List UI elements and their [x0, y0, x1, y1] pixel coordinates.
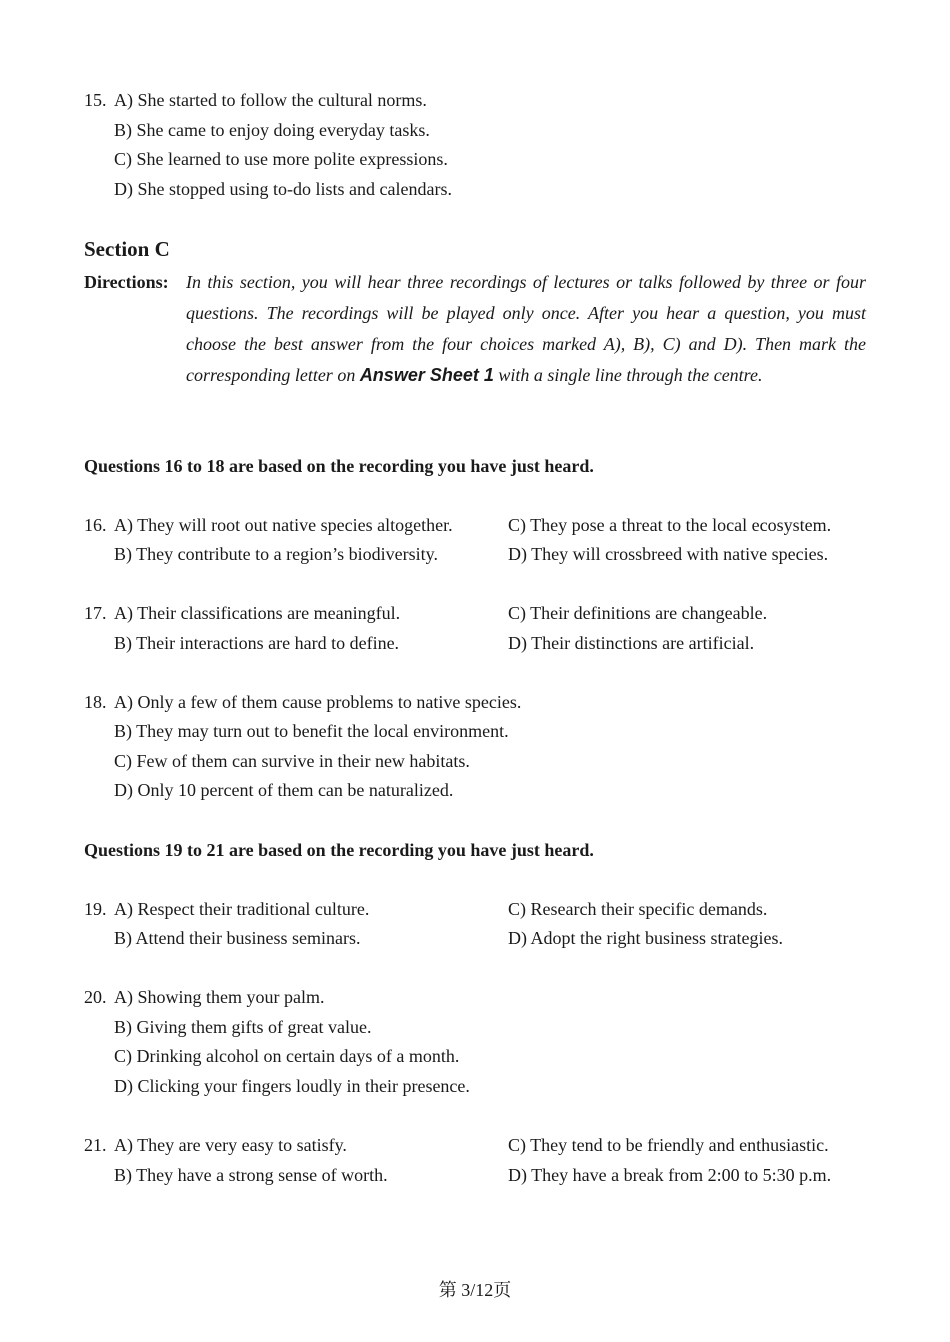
q19-option-a: 19. A) Respect their traditional culture. [84, 899, 370, 919]
q17-option-b: B) Their interactions are hard to define. [114, 633, 400, 653]
q21-option-a: 21. A) They are very easy to satisfy. [84, 1135, 347, 1155]
q19-number: 19. [84, 899, 107, 919]
q19-option-b: B) Attend their business seminars. [114, 928, 361, 948]
q17-option-d: D) Their distinctions are artificial. [508, 633, 755, 653]
answer-sheet-label: Answer Sheet 1 [359, 365, 494, 385]
q20-option-b: B) Giving them gifts of great value. [114, 1017, 372, 1037]
group-heading-19-21: Questions 19 to 21 are based on the recording you have just heard. [84, 840, 594, 860]
page-number: 第 3/12页 [438, 1280, 512, 1300]
q17-number: 17. [84, 603, 107, 623]
q16-option-b: B) They contribute to a region’s biodiversity. [114, 544, 438, 564]
q17-option-a: 17. A) Their classifications are meaningful. [84, 603, 401, 623]
q16-option-d: D) They will crossbreed with native species. [508, 544, 829, 564]
q15-number: 15. [84, 90, 107, 110]
q20-option-c: C) Drinking alcohol on certain days of a month. [114, 1046, 460, 1066]
q15-option-c: C) She learned to use more polite expressions. [114, 149, 448, 169]
q15-option-b: B) She came to enjoy doing everyday tasks. [114, 120, 430, 140]
q18-option-a: 18. A) Only a few of them cause problems to native species. [84, 692, 522, 712]
q16-option-c: C) They pose a threat to the local ecosystem. [508, 515, 832, 535]
q20-option-d: D) Clicking your fingers loudly in their presence. [114, 1076, 470, 1096]
q16-option-a: 16. A) They will root out native species altogether. [84, 515, 453, 535]
q18-option-b: B) They may turn out to benefit the local environment. [114, 721, 509, 741]
q15-option-a: 15. A) She started to follow the cultural norms. [84, 90, 427, 110]
q21-option-d: D) They have a break from 2:00 to 5:30 p.m. [508, 1165, 832, 1185]
q19-option-d: D) Adopt the right business strategies. [508, 928, 783, 948]
q18-option-d: D) Only 10 percent of them can be naturalized. [114, 780, 454, 800]
q16-number: 16. [84, 515, 107, 535]
q20-option-a: 20. A) Showing them your palm. [84, 987, 325, 1007]
directions-label: Directions: [84, 272, 169, 292]
q18-option-c: C) Few of them can survive in their new habitats. [114, 751, 470, 771]
q21-number: 21. [84, 1135, 107, 1155]
q21-option-b: B) They have a strong sense of worth. [114, 1165, 388, 1185]
q20-number: 20. [84, 987, 107, 1007]
directions-text: In this section, you will hear three recordings of lectures or talks followed by three or four questions. The recordings will be played only once. After you hear a question, you must choose the best answer from the four choices marked A), B), C) and D). Then mark the corresponding letter on Answer Sheet 1 with a single line through the centre. [186, 272, 866, 385]
q15-option-d: D) She stopped using to-do lists and calendars. [114, 179, 452, 199]
q19-option-c: C) Research their specific demands. [508, 899, 768, 919]
group-heading-16-18: Questions 16 to 18 are based on the recording you have just heard. [84, 456, 594, 476]
q18-number: 18. [84, 692, 107, 712]
q17-option-c: C) Their definitions are changeable. [508, 603, 768, 623]
section-title: Section C [84, 237, 170, 261]
q21-option-c: C) They tend to be friendly and enthusiastic. [508, 1135, 829, 1155]
